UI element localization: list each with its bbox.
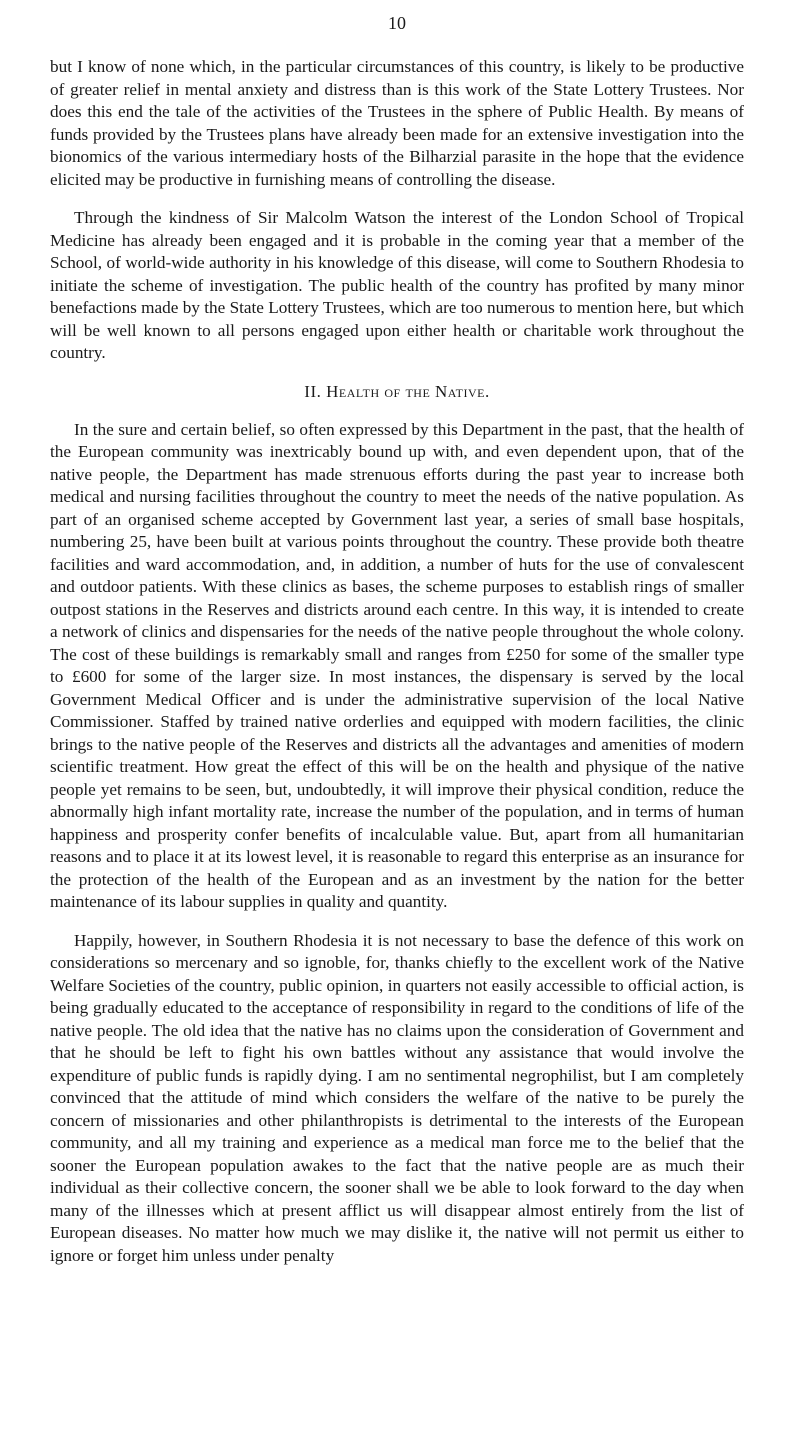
paragraph-london-school: Through the kindness of Sir Malcolm Watson the interest of the London School of Tropical Medicine has already been engaged and it is probable in the coming year that a member of the School, of world-wide authority in his knowledge of this disease, will come to Southern Rhodesia to initiate the scheme of investigation. The public health of the country has profited by many minor benefactions made by the State Lottery Trustees, which are too numerous to mention here, but which will be well known to all persons engaged upon either health or charitable work throughout the country. — [50, 208, 744, 362]
section-title: Health of the Native. — [326, 381, 490, 401]
paragraph-public-opinion: Happily, however, in Southern Rhodesia it is not necessary to base the defence of this work on considerations so mercenary and so ignoble, for, thanks chiefly to the excellent work of the Native Welfare Societies of the country, public opinion, in quarters not easily accessible to official action, is being gradually educated to the acceptance of responsibility in regard to the conditions of life of the native people. The old idea that the native has no claims upon the consideration of Government and that he should be left to fight his own battles without any assistance that would involve the expenditure of public funds is rapidly dying. I am no sentimental negrophilist, but I am completely convinced that the attitude of mind which considers the welfare of the native to be purely the concern of missionaries and other philanthropists is detrimental to the interests of the European community, and all my training and experience as a medical man force me to the belief that the sooner the European population awakes to the fact that the native people are as much their individual as their collective concern, the sooner shall we be able to look forward to the day when many of the illnesses which at present afflict us will disappear almost entirely from the list of European diseases. No matter how much we may dislike it, the native will not permit us either to ignore or forget him unless under penalty — [50, 930, 744, 1265]
document-page — [50, 12, 744, 1283]
paragraph-native-health: In the sure and certain belief, so often expressed by this Department in the past, that the health of the European community was inextricably bound up with, and even dependent upon, that of the native people, the Department has made strenuous efforts during the past year to increase both medical and nursing facilities throughout the country to meet the needs of the native population. As part of an organised scheme accepted by Government last year, a series of small base hospitals, numbering 25, have been built at various points throughout the country. These provide both theatre facilities and ward accommodation, and, in addition, a number of huts for the use of convalescent and outdoor patients. With these clinics as bases, the scheme purposes to establish rings of smaller outpost stations in the Reserves and districts around each centre. In this way, it is intended to create a network of clinics and dispensaries for the needs of the native people throughout the whole colony. The cost of these buildings is remarkably small and ranges from £250 for some of the smaller type to £600 for some of the larger size. In most instances, the dispensary is served by the local Government Medical Officer and is under the administrative supervision of the local Native Commissioner. Staffed by trained native orderlies and equipped with modern facilities, the clinic brings to the native people of the Reserves and districts all the advantages and amenities of modern scientific treatment. How great the effect of this will be on the health and physique of the native people yet remains to be seen, but, undoubtedly, it will improve their physical condition, reduce the abnormally high infant mortality rate, increase the number of the population, and in terms of human happiness and prosperity confer benefits of incalculable value. But, apart from all humanitarian reasons and to place it at its lowest level, it is reasonable to regard this enterprise as an insurance for the protection of the health of the European and as an investment by the nation for the better maintenance of its labour supplies in quality and quantity. — [50, 419, 744, 911]
section-numeral: II. — [304, 381, 322, 401]
paragraph-lottery-trustees: but I know of none which, in the particular circumstances of this country, is likely to be productive of greater relief in mental anxiety and distress than is this work of the State Lottery Trustees. Nor does this end the tale of the activities of the Trustees in the sphere of Public Health. By means of funds provided by the Trustees plans have already been made for an extensive investigation into the bionomics of the various intermediary hosts of the Bilharzial parasite in the hope that the evidence elicited may be productive in furnishing means of controlling the disease. — [50, 57, 744, 189]
section-heading — [50, 381, 744, 403]
page-number: 10 — [388, 13, 406, 33]
